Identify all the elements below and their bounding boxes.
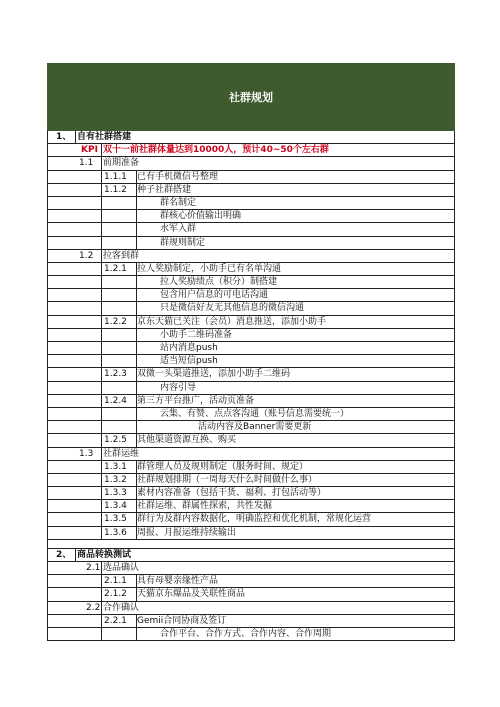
- item-text: 群行为及群内容数据化，明确监控和优化机制，常规化运营: [137, 514, 372, 525]
- table-row: [48, 276, 454, 289]
- item-number: 1.1.2: [104, 184, 127, 195]
- table-row: [48, 615, 454, 628]
- item-text: 群管理人员及规则制定（服务时间、规定）: [137, 461, 309, 472]
- table-row: [48, 144, 454, 157]
- table-row: [48, 237, 454, 250]
- sub-item-text: 站内消息push: [160, 343, 218, 353]
- subsection-number: 1.3: [79, 448, 94, 459]
- table-row: [48, 223, 454, 236]
- section-number: 1、: [56, 132, 72, 142]
- plan-table: [47, 131, 455, 641]
- item-text: 具有母婴亲缘性产品: [137, 576, 219, 587]
- sub-item-text: 活动内容及Banner需要更新: [198, 422, 312, 433]
- table-row: [48, 197, 454, 210]
- item-number: 1.3.4: [104, 501, 127, 512]
- item-number: 1.2.3: [104, 369, 127, 380]
- item-text: 双微一头渠道推送，添加小助手二维码: [137, 369, 291, 380]
- section-title: 商品转换测试: [77, 549, 132, 560]
- table-row: [48, 342, 454, 355]
- sub-item-text: 云集、有赞、点点客沟通（账号信息需要统一）: [160, 408, 350, 419]
- table-row: [48, 329, 454, 342]
- table-row: [48, 395, 454, 408]
- item-number: 1.2.5: [104, 435, 127, 446]
- subsection-title: 选品确认: [103, 563, 140, 573]
- kpi-label: KPI: [81, 145, 98, 156]
- table-row: [48, 474, 454, 487]
- subsection-title: 社群运维: [103, 448, 140, 459]
- table-row: [48, 368, 454, 381]
- sub-item-text: 包含用户信息的可电话沟通: [160, 290, 269, 301]
- item-number: 2.2.1: [104, 615, 127, 626]
- item-number: 1.3.3: [104, 488, 127, 499]
- sub-item-text: 内容引导: [160, 382, 197, 393]
- table-row: [48, 250, 454, 263]
- table-row: [48, 562, 454, 575]
- table-row: [48, 588, 454, 601]
- item-text: 社群运维、群属性探索，共性发掘: [137, 501, 273, 512]
- item-text: 社群规划排期（一周每天什么时间做什么事）: [137, 474, 318, 485]
- subsection-number: 1.2: [79, 250, 94, 261]
- item-number: 2.1.2: [104, 589, 127, 600]
- subsection-title: 拉客到群: [103, 250, 140, 261]
- table-row: [48, 602, 454, 615]
- item-text: 第三方平台推广，活动页准备: [137, 395, 255, 406]
- section-title: 自有社群搭建: [77, 132, 132, 142]
- sub-item-text: 只是微信好友无其他信息的微信沟通: [160, 303, 305, 314]
- subsection-title: 合作确认: [103, 602, 140, 613]
- table-row: [48, 628, 454, 641]
- subsection-number: 2.2: [86, 602, 101, 613]
- sub-item-text: 水军入群: [160, 224, 197, 235]
- sub-item-text: 群名制定: [160, 197, 197, 208]
- item-number: 1.3.5: [104, 514, 127, 525]
- item-number: 1.3.1: [104, 461, 127, 472]
- sub-item-text: 适当短信push: [160, 356, 218, 367]
- table-row: [48, 408, 454, 421]
- sub-item-text: 小助手二维码准备: [160, 329, 233, 340]
- table-row: [48, 131, 454, 144]
- table-row: [48, 184, 454, 197]
- item-text: 拉人奖励制定，小助手已有名单沟通: [137, 263, 282, 274]
- table-row: [48, 289, 454, 302]
- table-row: [48, 434, 454, 447]
- table-row: [48, 210, 454, 223]
- sub-item-text: 群规则制定: [160, 237, 206, 248]
- table-row: [48, 500, 454, 513]
- item-text: 京东天猫已关注（会员）消息推送，添加小助手: [137, 316, 327, 327]
- item-text: 其他渠道资源互换、购买: [137, 435, 237, 446]
- item-number: 1.2.4: [104, 395, 127, 406]
- item-text: 天猫京东爆品及关联性商品: [137, 589, 246, 600]
- table-row: [48, 171, 454, 184]
- sheet-title-band: [47, 63, 455, 131]
- table-row: [48, 302, 454, 315]
- item-number: 1.1.1: [104, 171, 127, 182]
- item-number: 1.3.2: [104, 474, 127, 485]
- row-spacer: [48, 540, 454, 549]
- table-row: [48, 513, 454, 526]
- table-row: [48, 421, 454, 434]
- table-row: [48, 487, 454, 500]
- table-row: [48, 575, 454, 588]
- table-row: [48, 527, 454, 540]
- item-text: Gemii合同协商及签订: [137, 615, 227, 626]
- table-row: [48, 263, 454, 276]
- item-number: 2.1.1: [104, 576, 127, 587]
- item-text: 已有手机微信号整理: [137, 171, 219, 182]
- subsection-number: 1.1: [79, 158, 94, 169]
- subsection-title: 前期准备: [103, 158, 140, 169]
- item-text: 素材内容准备（包括干货、福利、打包活动等）: [137, 488, 327, 499]
- sub-item-text: 拉人奖励绩点（积分）制搭建: [160, 277, 278, 288]
- table-row: [48, 549, 454, 562]
- item-number: 1.2.1: [104, 263, 127, 274]
- item-number: 1.2.2: [104, 316, 127, 327]
- subsection-number: 2.1: [86, 563, 101, 573]
- item-text: 周报、月报运维持续输出: [137, 527, 237, 538]
- section-number: 2、: [56, 549, 72, 560]
- table-row: [48, 355, 454, 368]
- table-row: [48, 316, 454, 329]
- item-text: 种子社群搭建: [137, 184, 192, 195]
- table-row: [48, 157, 454, 170]
- table-row: [48, 461, 454, 474]
- sheet-title: 社群规划: [229, 91, 273, 104]
- table-row: [48, 448, 454, 461]
- kpi-target: 双十一前社群体量达到10000人，预计40~50个左右群: [103, 145, 329, 156]
- item-number: 1.3.6: [104, 527, 127, 538]
- sub-item-text: 群核心价值输出明确: [160, 211, 242, 222]
- sub-item-text: 合作平台、合作方式、合作内容、合作周期: [160, 628, 332, 639]
- spreadsheet: [47, 63, 455, 641]
- table-row: [48, 382, 454, 395]
